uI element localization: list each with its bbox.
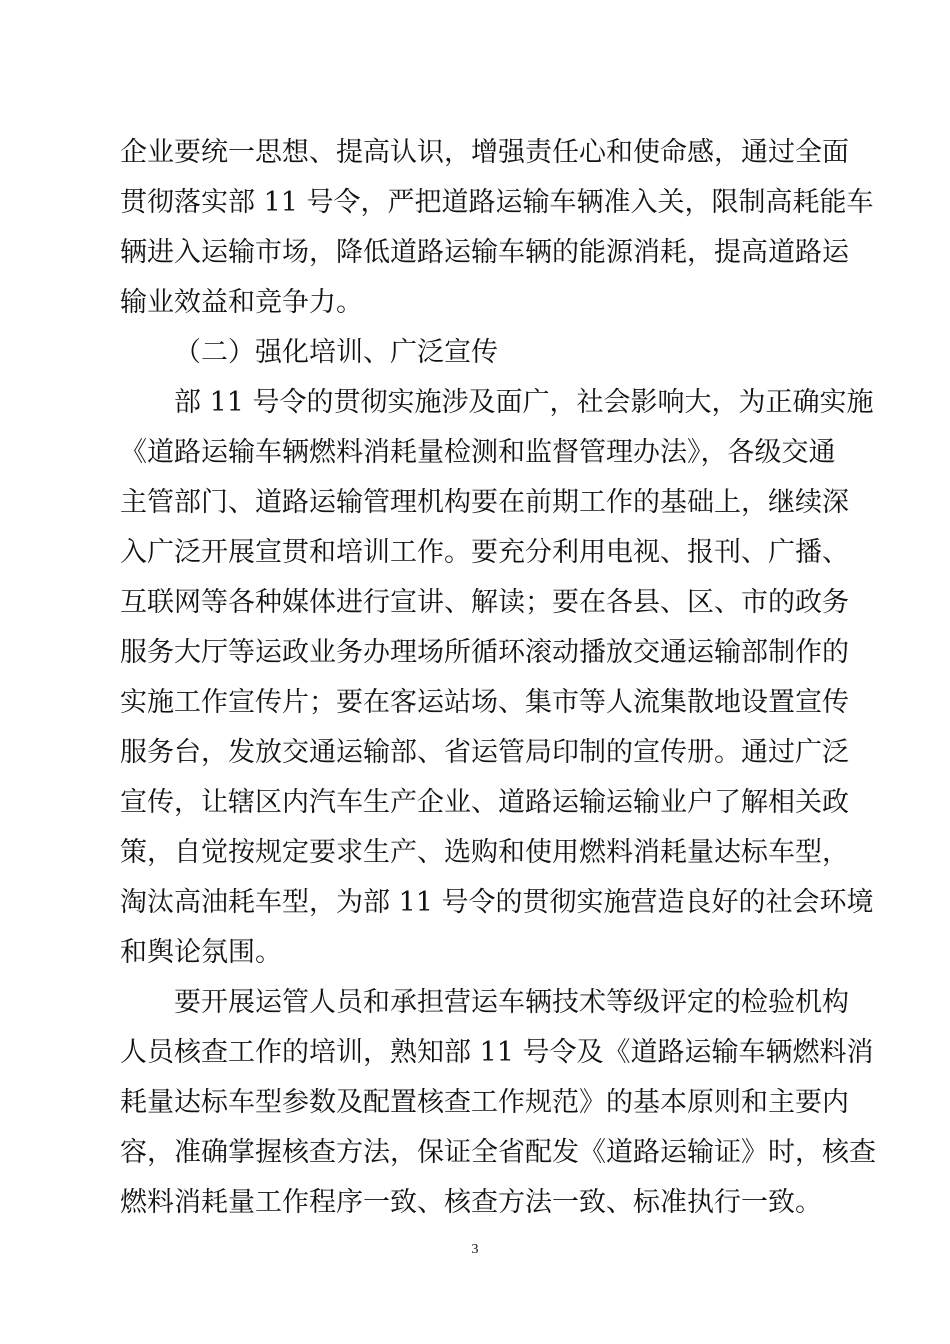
paragraph-2-line: 淘汰高油耗车型，为部 11 号令的贯彻实施营造良好的社会环境 <box>120 887 874 918</box>
paragraph-2-line: 和舆论氛围。 <box>120 937 282 968</box>
paragraph-3-line: 容，准确掌握核查方法，保证全省配发《道路运输证》时，核查 <box>120 1137 876 1168</box>
paragraph-3-line: 要开展运管人员和承担营运车辆技术等级评定的检验机构 <box>174 987 849 1018</box>
paragraph-2-line: 《道路运输车辆燃料消耗量检测和监督管理办法》，各级交通 <box>120 437 836 468</box>
paragraph-3-line: 耗量达标车型参数及配置核查工作规范》的基本原则和主要内 <box>120 1087 849 1118</box>
page-number: 3 <box>471 1242 479 1257</box>
paragraph-2-line: 宣传，让辖区内汽车生产企业、道路运输运输业户了解相关政 <box>120 787 849 818</box>
paragraph-3-line: 人员核查工作的培训，熟知部 11 号令及《道路运输车辆燃料消 <box>120 1037 874 1068</box>
section-heading: （二）强化培训、广泛宣传 <box>174 337 498 368</box>
paragraph-2-line: 部 11 号令的贯彻实施涉及面广，社会影响大，为正确实施 <box>174 387 874 418</box>
paragraph-1-line: 输业效益和竞争力。 <box>120 287 363 318</box>
paragraph-2-line: 互联网等各种媒体进行宣讲、解读；要在各县、区、市的政务 <box>120 587 849 618</box>
paragraph-2-line: 服务大厅等运政业务办理场所循环滚动播放交通运输部制作的 <box>120 637 849 668</box>
paragraph-2-line: 入广泛开展宣贯和培训工作。要充分利用电视、报刊、广播、 <box>120 537 849 568</box>
paragraph-2-line: 服务台，发放交通运输部、省运管局印制的宣传册。通过广泛 <box>120 737 849 768</box>
paragraph-1-line: 辆进入运输市场，降低道路运输车辆的能源消耗，提高道路运 <box>120 237 849 268</box>
paragraph-2-line: 策，自觉按规定要求生产、选购和使用燃料消耗量达标车型， <box>120 837 849 868</box>
paragraph-1-line: 贯彻落实部 11 号令，严把道路运输车辆准入关，限制高耗能车 <box>120 187 874 218</box>
paragraph-1-line: 企业要统一思想、提高认识，增强责任心和使命感，通过全面 <box>120 137 849 168</box>
paragraph-3-line: 燃料消耗量工作程序一致、核查方法一致、标准执行一致。 <box>120 1187 822 1218</box>
paragraph-2-line: 主管部门、道路运输管理机构要在前期工作的基础上，继续深 <box>120 487 849 518</box>
paragraph-2-line: 实施工作宣传片；要在客运站场、集市等人流集散地设置宣传 <box>120 687 849 718</box>
